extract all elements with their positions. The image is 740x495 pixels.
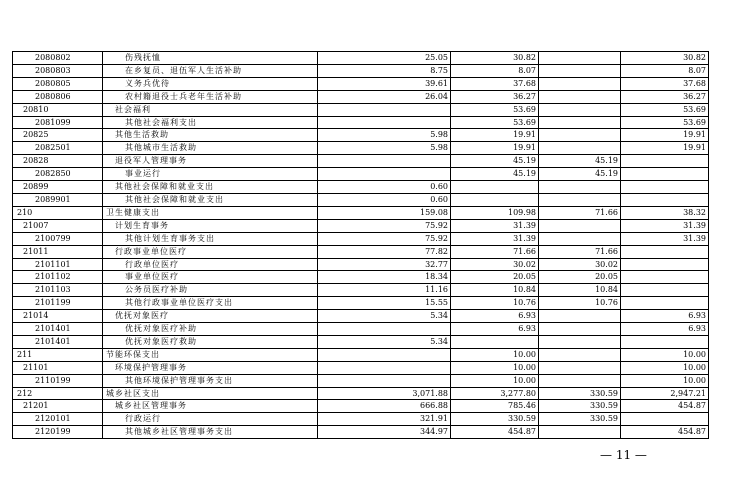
cell-code: 2082501 — [13, 142, 103, 155]
cell-name: 其他生活救助 — [103, 129, 318, 142]
cell-value — [621, 181, 709, 194]
cell-code: 2080803 — [13, 64, 103, 77]
cell-name: 城乡社区管理事务 — [103, 400, 318, 413]
table-row — [13, 142, 709, 155]
cell-code: 2110199 — [13, 374, 103, 387]
table-row — [13, 77, 709, 90]
cell-value: 75.92 — [318, 232, 451, 245]
cell-value: 18.34 — [318, 271, 451, 284]
cell-value — [621, 335, 709, 348]
cell-name: 其他行政事业单位医疗支出 — [103, 297, 318, 310]
cell-code: 2101102 — [13, 271, 103, 284]
cell-value — [318, 168, 451, 181]
cell-value — [318, 361, 451, 374]
cell-code: 20828 — [13, 155, 103, 168]
cell-value — [539, 181, 621, 194]
cell-value: 45.19 — [451, 168, 539, 181]
cell-value — [539, 361, 621, 374]
cell-value: 19.91 — [621, 129, 709, 142]
table-row — [13, 116, 709, 129]
table-row — [13, 413, 709, 426]
table-row — [13, 232, 709, 245]
cell-value: 5.34 — [318, 335, 451, 348]
cell-value — [621, 193, 709, 206]
cell-value: 11.16 — [318, 284, 451, 297]
cell-code: 211 — [13, 348, 103, 361]
budget-table — [12, 51, 709, 439]
cell-value: 30.02 — [539, 258, 621, 271]
cell-value: 26.04 — [318, 90, 451, 103]
cell-name: 社会福利 — [103, 103, 318, 116]
cell-value: 10.00 — [621, 348, 709, 361]
cell-value — [621, 271, 709, 284]
cell-value: 30.82 — [451, 52, 539, 65]
cell-code: 2101199 — [13, 297, 103, 310]
cell-value: 15.55 — [318, 297, 451, 310]
cell-value: 10.84 — [539, 284, 621, 297]
cell-value — [539, 193, 621, 206]
cell-value — [539, 348, 621, 361]
cell-value: 31.39 — [621, 219, 709, 232]
cell-code: 2082850 — [13, 168, 103, 181]
cell-name: 优抚对象医疗救助 — [103, 335, 318, 348]
cell-name: 义务兵优待 — [103, 77, 318, 90]
cell-value: 31.39 — [451, 219, 539, 232]
cell-value: 159.08 — [318, 206, 451, 219]
cell-name: 其他城乡社区管理事务支出 — [103, 426, 318, 439]
cell-value: 75.92 — [318, 219, 451, 232]
cell-name: 伤残抚恤 — [103, 52, 318, 65]
cell-value: 71.66 — [451, 245, 539, 258]
cell-code: 2080802 — [13, 52, 103, 65]
cell-value: 45.19 — [539, 168, 621, 181]
cell-value: 53.69 — [451, 116, 539, 129]
cell-code: 20810 — [13, 103, 103, 116]
cell-value — [621, 258, 709, 271]
cell-value — [539, 90, 621, 103]
table-row — [13, 426, 709, 439]
cell-value: 30.82 — [621, 52, 709, 65]
cell-value: 330.59 — [451, 413, 539, 426]
cell-value: 45.19 — [451, 155, 539, 168]
cell-value: 19.91 — [451, 129, 539, 142]
cell-code: 21007 — [13, 219, 103, 232]
cell-value — [539, 103, 621, 116]
cell-name: 行政运行 — [103, 413, 318, 426]
cell-name: 优抚对象医疗 — [103, 310, 318, 323]
table-row — [13, 219, 709, 232]
cell-code: 21014 — [13, 310, 103, 323]
cell-value — [539, 426, 621, 439]
cell-value — [451, 181, 539, 194]
cell-value: 0.60 — [318, 181, 451, 194]
cell-value — [621, 284, 709, 297]
cell-value — [539, 142, 621, 155]
cell-name: 其他计划生育事务支出 — [103, 232, 318, 245]
cell-code: 21201 — [13, 400, 103, 413]
table-row — [13, 297, 709, 310]
cell-value — [621, 297, 709, 310]
cell-value — [318, 348, 451, 361]
cell-value: 3,277.80 — [451, 387, 539, 400]
cell-name: 节能环保支出 — [103, 348, 318, 361]
cell-value: 330.59 — [539, 400, 621, 413]
cell-name: 事业运行 — [103, 168, 318, 181]
cell-value: 31.39 — [621, 232, 709, 245]
cell-value: 31.39 — [451, 232, 539, 245]
cell-value: 20.05 — [451, 271, 539, 284]
cell-name: 事业单位医疗 — [103, 271, 318, 284]
cell-code: 2120101 — [13, 413, 103, 426]
table-row — [13, 284, 709, 297]
cell-value — [318, 103, 451, 116]
cell-value: 8.07 — [621, 64, 709, 77]
cell-value — [539, 116, 621, 129]
table-row — [13, 323, 709, 336]
cell-value: 10.00 — [451, 361, 539, 374]
cell-value — [539, 310, 621, 323]
cell-value — [539, 64, 621, 77]
cell-code: 210 — [13, 206, 103, 219]
cell-value: 71.66 — [539, 206, 621, 219]
cell-value: 20.05 — [539, 271, 621, 284]
cell-value: 330.59 — [539, 387, 621, 400]
table-row — [13, 181, 709, 194]
cell-value: 2,947.21 — [621, 387, 709, 400]
table-row — [13, 129, 709, 142]
cell-value: 454.87 — [451, 426, 539, 439]
cell-code: 20899 — [13, 181, 103, 194]
cell-value — [539, 374, 621, 387]
cell-value: 45.19 — [539, 155, 621, 168]
cell-value: 36.27 — [621, 90, 709, 103]
table-row — [13, 90, 709, 103]
cell-value: 109.98 — [451, 206, 539, 219]
cell-value — [539, 323, 621, 336]
cell-value — [539, 219, 621, 232]
cell-value — [621, 245, 709, 258]
cell-code: 2120199 — [13, 426, 103, 439]
table-row — [13, 245, 709, 258]
cell-value: 39.61 — [318, 77, 451, 90]
cell-value: 30.02 — [451, 258, 539, 271]
cell-code: 21011 — [13, 245, 103, 258]
cell-value — [621, 413, 709, 426]
table-row — [13, 64, 709, 77]
cell-value: 25.05 — [318, 52, 451, 65]
table-row — [13, 400, 709, 413]
cell-name: 行政单位医疗 — [103, 258, 318, 271]
cell-name: 农村籍退役士兵老年生活补助 — [103, 90, 318, 103]
cell-code: 20825 — [13, 129, 103, 142]
cell-code: 2080805 — [13, 77, 103, 90]
cell-name: 环境保护管理事务 — [103, 361, 318, 374]
cell-name: 卫生健康支出 — [103, 206, 318, 219]
cell-value: 10.76 — [451, 297, 539, 310]
cell-name: 其他社会福利支出 — [103, 116, 318, 129]
cell-code: 2101401 — [13, 323, 103, 336]
cell-value: 454.87 — [621, 400, 709, 413]
table-row — [13, 103, 709, 116]
cell-code: 212 — [13, 387, 103, 400]
cell-value — [318, 323, 451, 336]
cell-value: 10.00 — [621, 361, 709, 374]
cell-name: 优抚对象医疗补助 — [103, 323, 318, 336]
cell-name: 其他城市生活救助 — [103, 142, 318, 155]
cell-code: 2101101 — [13, 258, 103, 271]
cell-value — [621, 155, 709, 168]
cell-value: 19.91 — [451, 142, 539, 155]
cell-value: 19.91 — [621, 142, 709, 155]
table-row — [13, 155, 709, 168]
cell-name: 行政事业单位医疗 — [103, 245, 318, 258]
table-row — [13, 374, 709, 387]
cell-value: 10.00 — [451, 348, 539, 361]
cell-value: 321.91 — [318, 413, 451, 426]
cell-name: 城乡社区支出 — [103, 387, 318, 400]
cell-value: 344.97 — [318, 426, 451, 439]
cell-value: 0.60 — [318, 193, 451, 206]
table-row — [13, 348, 709, 361]
table-row — [13, 271, 709, 284]
table-row — [13, 335, 709, 348]
cell-value: 53.69 — [621, 103, 709, 116]
cell-code: 2080806 — [13, 90, 103, 103]
cell-value: 10.00 — [621, 374, 709, 387]
cell-code: 2089901 — [13, 193, 103, 206]
cell-value — [318, 374, 451, 387]
cell-value: 32.77 — [318, 258, 451, 271]
cell-value — [539, 129, 621, 142]
cell-value — [539, 77, 621, 90]
cell-value: 6.93 — [621, 323, 709, 336]
cell-value: 6.93 — [451, 323, 539, 336]
cell-value: 5.98 — [318, 142, 451, 155]
cell-name: 计划生育事务 — [103, 219, 318, 232]
cell-value: 36.27 — [451, 90, 539, 103]
cell-value: 71.66 — [539, 245, 621, 258]
cell-code: 21101 — [13, 361, 103, 374]
cell-value: 53.69 — [451, 103, 539, 116]
cell-code: 2100799 — [13, 232, 103, 245]
cell-name: 其他社会保障和就业支出 — [103, 181, 318, 194]
cell-name: 退役军人管理事务 — [103, 155, 318, 168]
cell-value — [318, 155, 451, 168]
cell-value: 8.75 — [318, 64, 451, 77]
page-number: — 11 — — [600, 448, 647, 462]
cell-name: 其他环境保护管理事务支出 — [103, 374, 318, 387]
cell-value: 8.07 — [451, 64, 539, 77]
cell-value: 6.93 — [451, 310, 539, 323]
cell-value: 10.76 — [539, 297, 621, 310]
cell-value: 3,071.88 — [318, 387, 451, 400]
table-row — [13, 258, 709, 271]
cell-name: 在乡复员、退伍军人生活补助 — [103, 64, 318, 77]
cell-value — [451, 193, 539, 206]
cell-value: 5.34 — [318, 310, 451, 323]
table-row — [13, 52, 709, 65]
cell-value: 53.69 — [621, 116, 709, 129]
cell-value: 37.68 — [451, 77, 539, 90]
table-row — [13, 168, 709, 181]
cell-value: 10.84 — [451, 284, 539, 297]
cell-value — [451, 335, 539, 348]
cell-value: 6.93 — [621, 310, 709, 323]
cell-value: 37.68 — [621, 77, 709, 90]
cell-value: 38.32 — [621, 206, 709, 219]
cell-code: 2101103 — [13, 284, 103, 297]
cell-code: 2101401 — [13, 335, 103, 348]
cell-value: 10.00 — [451, 374, 539, 387]
cell-name: 公务员医疗补助 — [103, 284, 318, 297]
cell-value — [539, 232, 621, 245]
cell-value: 330.59 — [539, 413, 621, 426]
cell-name: 其他社会保障和就业支出 — [103, 193, 318, 206]
cell-value: 785.46 — [451, 400, 539, 413]
table-row — [13, 361, 709, 374]
table-row — [13, 387, 709, 400]
table-row — [13, 206, 709, 219]
table-row — [13, 310, 709, 323]
cell-value: 5.98 — [318, 129, 451, 142]
table-row — [13, 193, 709, 206]
cell-code: 2081099 — [13, 116, 103, 129]
cell-value — [539, 52, 621, 65]
budget-table-container — [12, 51, 708, 439]
cell-value: 77.82 — [318, 245, 451, 258]
cell-value — [318, 116, 451, 129]
cell-value — [539, 335, 621, 348]
cell-value: 666.88 — [318, 400, 451, 413]
cell-value: 454.87 — [621, 426, 709, 439]
cell-value — [621, 168, 709, 181]
